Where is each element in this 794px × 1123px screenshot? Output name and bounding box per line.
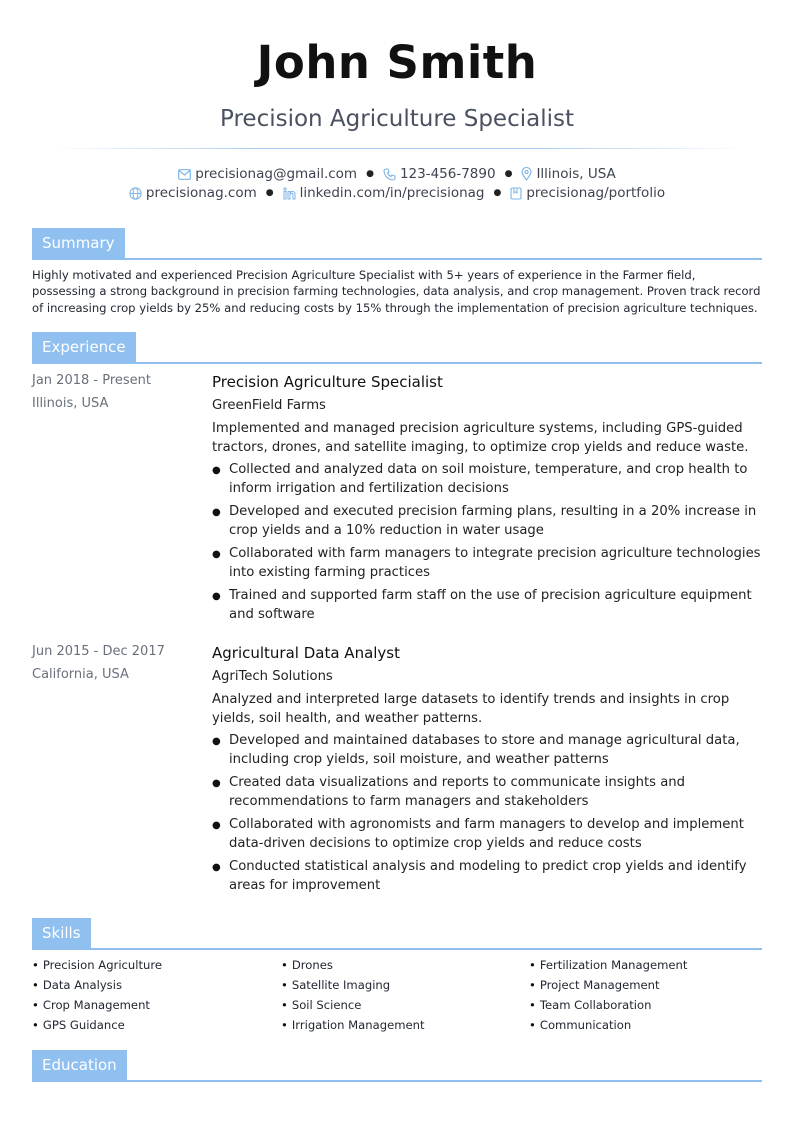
section-title: Education (32, 1050, 127, 1081)
section-title: Experience (32, 332, 136, 363)
contact-linkedin[interactable] (283, 185, 485, 201)
phone-icon (383, 168, 396, 181)
skill-item: • GPS Guidance (32, 1018, 125, 1032)
skills-section-header (32, 918, 762, 950)
job-bullet: ● Created data visualizations and reports to communicate insights and recommendations to farm managers and stakeholders (212, 773, 764, 811)
linkedin-icon (283, 187, 296, 200)
portfolio-text: precisionag/portfolio (526, 185, 666, 201)
section-rule (32, 948, 762, 950)
skill-item: • Satellite Imaging (281, 978, 390, 992)
contact-row-secondary (0, 185, 794, 201)
summary-text: Highly motivated and experienced Precision Agriculture Specialist with 5+ years of experience in the Farmer field, possessing a strong background in precision farming technologies, data analysis, and crop management. Proven track record of increasing crop yields by 25% and reducing costs by 15% through the implementation of precision agriculture techniques. (32, 268, 761, 315)
section-title: Skills (32, 918, 91, 949)
job-bullet: ● Collaborated with agronomists and farm managers to develop and implement data-driven decisions to optimize crop yields and reduce costs (212, 815, 764, 853)
section-rule (32, 258, 762, 260)
skill-item: • Irrigation Management (281, 1018, 425, 1032)
skill-item: • Project Management (529, 978, 660, 992)
education-section-header (32, 1050, 762, 1082)
skill-item: • Precision Agriculture (32, 958, 162, 972)
job-title: Precision Agriculture Specialist (212, 373, 443, 391)
job-company: GreenField Farms (212, 398, 326, 413)
job-title: Agricultural Data Analyst (212, 644, 401, 662)
job-bullets (212, 460, 764, 624)
section-title: Summary (32, 228, 125, 259)
job-bullet: ● Collected and analyzed data on soil moisture, temperature, and crop health to inform irrigation and fertilization decisions (212, 460, 764, 498)
website-text: precisionag.com (145, 185, 257, 201)
job-location: Illinois, USA (32, 396, 109, 411)
contact-email[interactable] (178, 166, 357, 182)
job-bullet: ● Developed and executed precision farming plans, resulting in a 20% increase in crop yields and a 10% reduction in water usage (212, 502, 764, 540)
separator-dot: ● (366, 169, 374, 179)
job-bullet: ● Conducted statistical analysis and modeling to predict crop yields and identify areas for improvement (212, 857, 764, 895)
job-bullet: ● Trained and supported farm staff on the use of precision agriculture equipment and software (212, 586, 764, 624)
header-divider (48, 148, 746, 149)
skill-item: • Drones (281, 958, 333, 972)
separator-dot: ● (493, 188, 502, 198)
phone-text: 123-456-7890 (399, 166, 496, 182)
job-description: Implemented and managed precision agriculture systems, including GPS-guided tractors, drones, and satellite imaging, to optimize crop yields and reduce waste. (212, 421, 749, 455)
contact-location (521, 166, 615, 182)
skill-item: • Communication (529, 1018, 631, 1032)
job-description: Analyzed and interpreted large datasets to identify trends and insights in crop yields, soil health, and weather patterns. (212, 692, 730, 726)
skill-item: • Team Collaboration (529, 998, 651, 1012)
skill-item: • Data Analysis (32, 978, 122, 992)
candidate-title: Precision Agriculture Specialist (220, 106, 574, 132)
job-bullet: ● Developed and maintained databases to store and manage agricultural data, including crop yields, soil moisture, and weather patterns (212, 731, 764, 769)
separator-dot: ● (504, 169, 513, 179)
location-text: Illinois, USA (536, 166, 616, 182)
contact-phone[interactable] (383, 166, 496, 182)
skill-item: • Soil Science (281, 998, 361, 1012)
map-pin-icon (521, 167, 532, 181)
separator-dot: ● (265, 188, 274, 198)
job-bullets (212, 731, 764, 895)
job-dates: Jun 2015 - Dec 2017 (32, 644, 165, 659)
bookmark-icon (510, 187, 522, 200)
job-dates: Jan 2018 - Present (32, 373, 151, 388)
globe-icon (129, 187, 142, 200)
linkedin-text: linkedin.com/in/precisionag (299, 185, 485, 201)
section-rule (32, 362, 762, 364)
skill-item: • Fertilization Management (529, 958, 687, 972)
job-bullet: ● Collaborated with farm managers to integrate precision agriculture technologies into existing farming practices (212, 544, 764, 582)
envelope-icon (178, 169, 191, 180)
email-text: precisionag@gmail.com (195, 166, 358, 182)
job-company: AgriTech Solutions (212, 669, 333, 684)
experience-section-header (32, 332, 762, 364)
contact-website[interactable] (129, 185, 257, 201)
contact-row-primary (0, 166, 794, 182)
job-location: California, USA (32, 667, 129, 682)
contact-portfolio[interactable] (510, 185, 665, 201)
section-rule (32, 1080, 762, 1082)
candidate-name: John Smith (256, 36, 538, 89)
skill-item: • Crop Management (32, 998, 150, 1012)
summary-section-header (32, 228, 762, 260)
